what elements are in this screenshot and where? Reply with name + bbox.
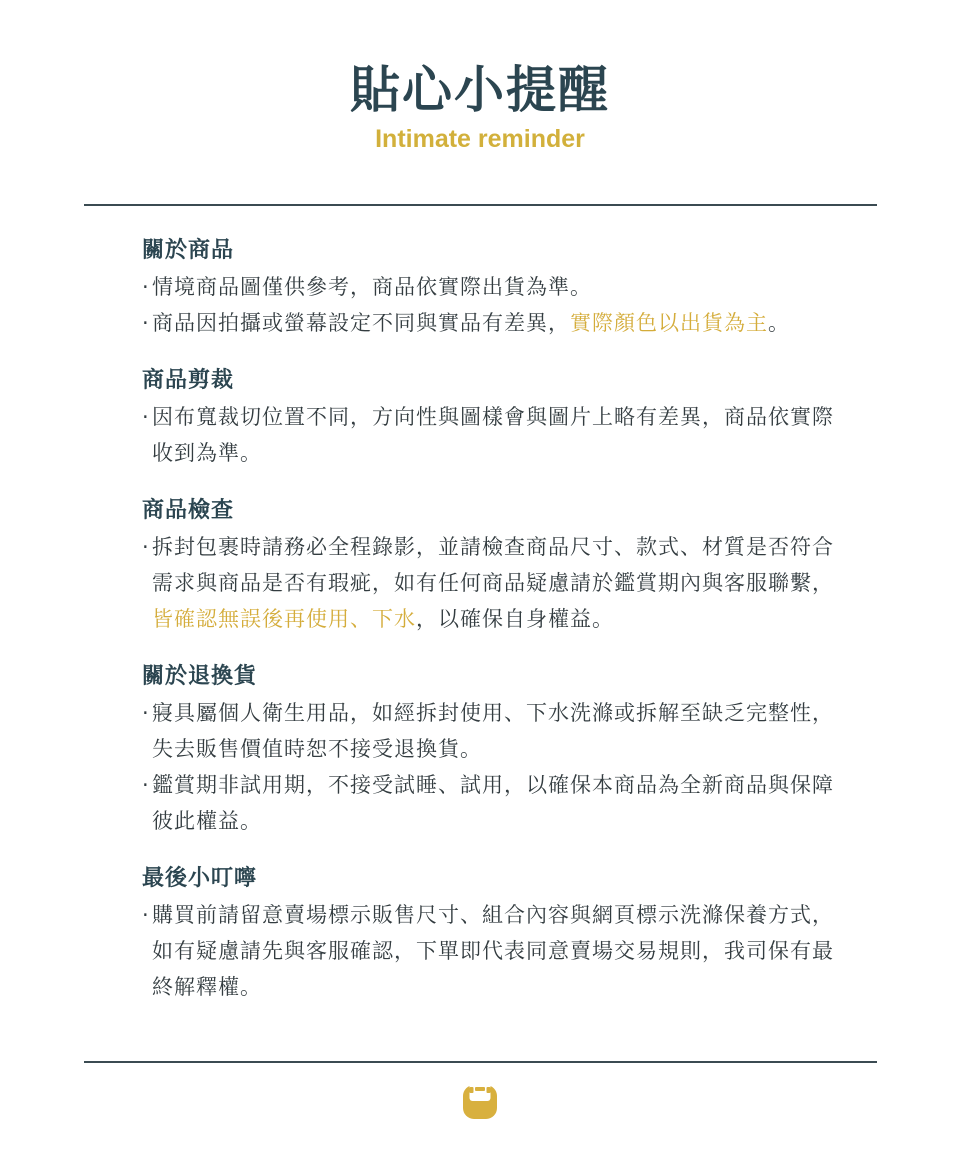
notice-item [142, 305, 852, 341]
notice-item [142, 767, 852, 839]
item-text: 因布寬裁切位置不同，方向性與圖樣會與圖片上略有差異，商品依實際收到為準。 [152, 405, 834, 465]
notice-item [142, 269, 852, 305]
smile-icon [461, 1083, 499, 1121]
highlight-text: 實際顏色以出貨為主 [570, 311, 768, 335]
notice-section [142, 861, 852, 1005]
bullet-dot: · [142, 535, 150, 559]
page-subtitle: Intimate reminder [375, 125, 585, 153]
bottom-divider [84, 1061, 877, 1063]
top-divider [84, 204, 877, 206]
notice-item [142, 399, 852, 471]
bullet-dot: · [142, 903, 150, 927]
bullet-dot: · [142, 701, 150, 725]
section-title: 商品檢查 [142, 498, 235, 523]
notice-section [142, 659, 852, 839]
notice-section [142, 363, 852, 471]
section-title: 關於退換貨 [142, 664, 258, 689]
page-title: 貼心小提醒 [350, 61, 610, 119]
bullet-dot: · [142, 773, 150, 797]
bullet-dot: · [142, 311, 150, 335]
bullet-dot: · [142, 405, 150, 429]
item-text: 。 [768, 311, 790, 335]
notice-section [142, 493, 852, 637]
section-title: 商品剪裁 [142, 368, 235, 393]
bullet-dot: · [142, 275, 150, 299]
notice-item [142, 695, 852, 767]
section-title: 關於商品 [142, 238, 235, 263]
item-text: 情境商品圖僅供參考，商品依實際出貨為準。 [152, 275, 592, 299]
header [0, 58, 960, 156]
item-text: 鑑賞期非試用期，不接受試睡、試用，以確保本商品為全新商品與保障彼此權益。 [152, 773, 834, 833]
section-title: 最後小叮嚀 [142, 866, 258, 891]
item-text: 商品因拍攝或螢幕設定不同與實品有差異， [152, 311, 570, 335]
notice-item [142, 897, 852, 1005]
notice-section [142, 233, 852, 341]
item-text: 寢具屬個人衛生用品，如經拆封使用、下水洗滌或拆解至缺乏完整性，失去販售價值時恕不接受退換貨。 [152, 701, 834, 761]
notice-content [142, 233, 852, 1027]
item-text: ，以確保自身權益。 [416, 607, 614, 631]
item-text: 拆封包裹時請務必全程錄影，並請檢查商品尺寸、款式、材質是否符合需求與商品是否有瑕疵，如有任何商品疑慮請於鑑賞期內與客服聯繫， [152, 535, 834, 595]
item-text: 購買前請留意賣場標示販售尺寸、組合內容與網頁標示洗滌保養方式，如有疑慮請先與客服確認，下單即代表同意賣場交易規則，我司保有最終解釋權。 [152, 903, 834, 999]
highlight-text: 皆確認無誤後再使用、下水 [152, 607, 416, 631]
notice-item [142, 529, 852, 637]
